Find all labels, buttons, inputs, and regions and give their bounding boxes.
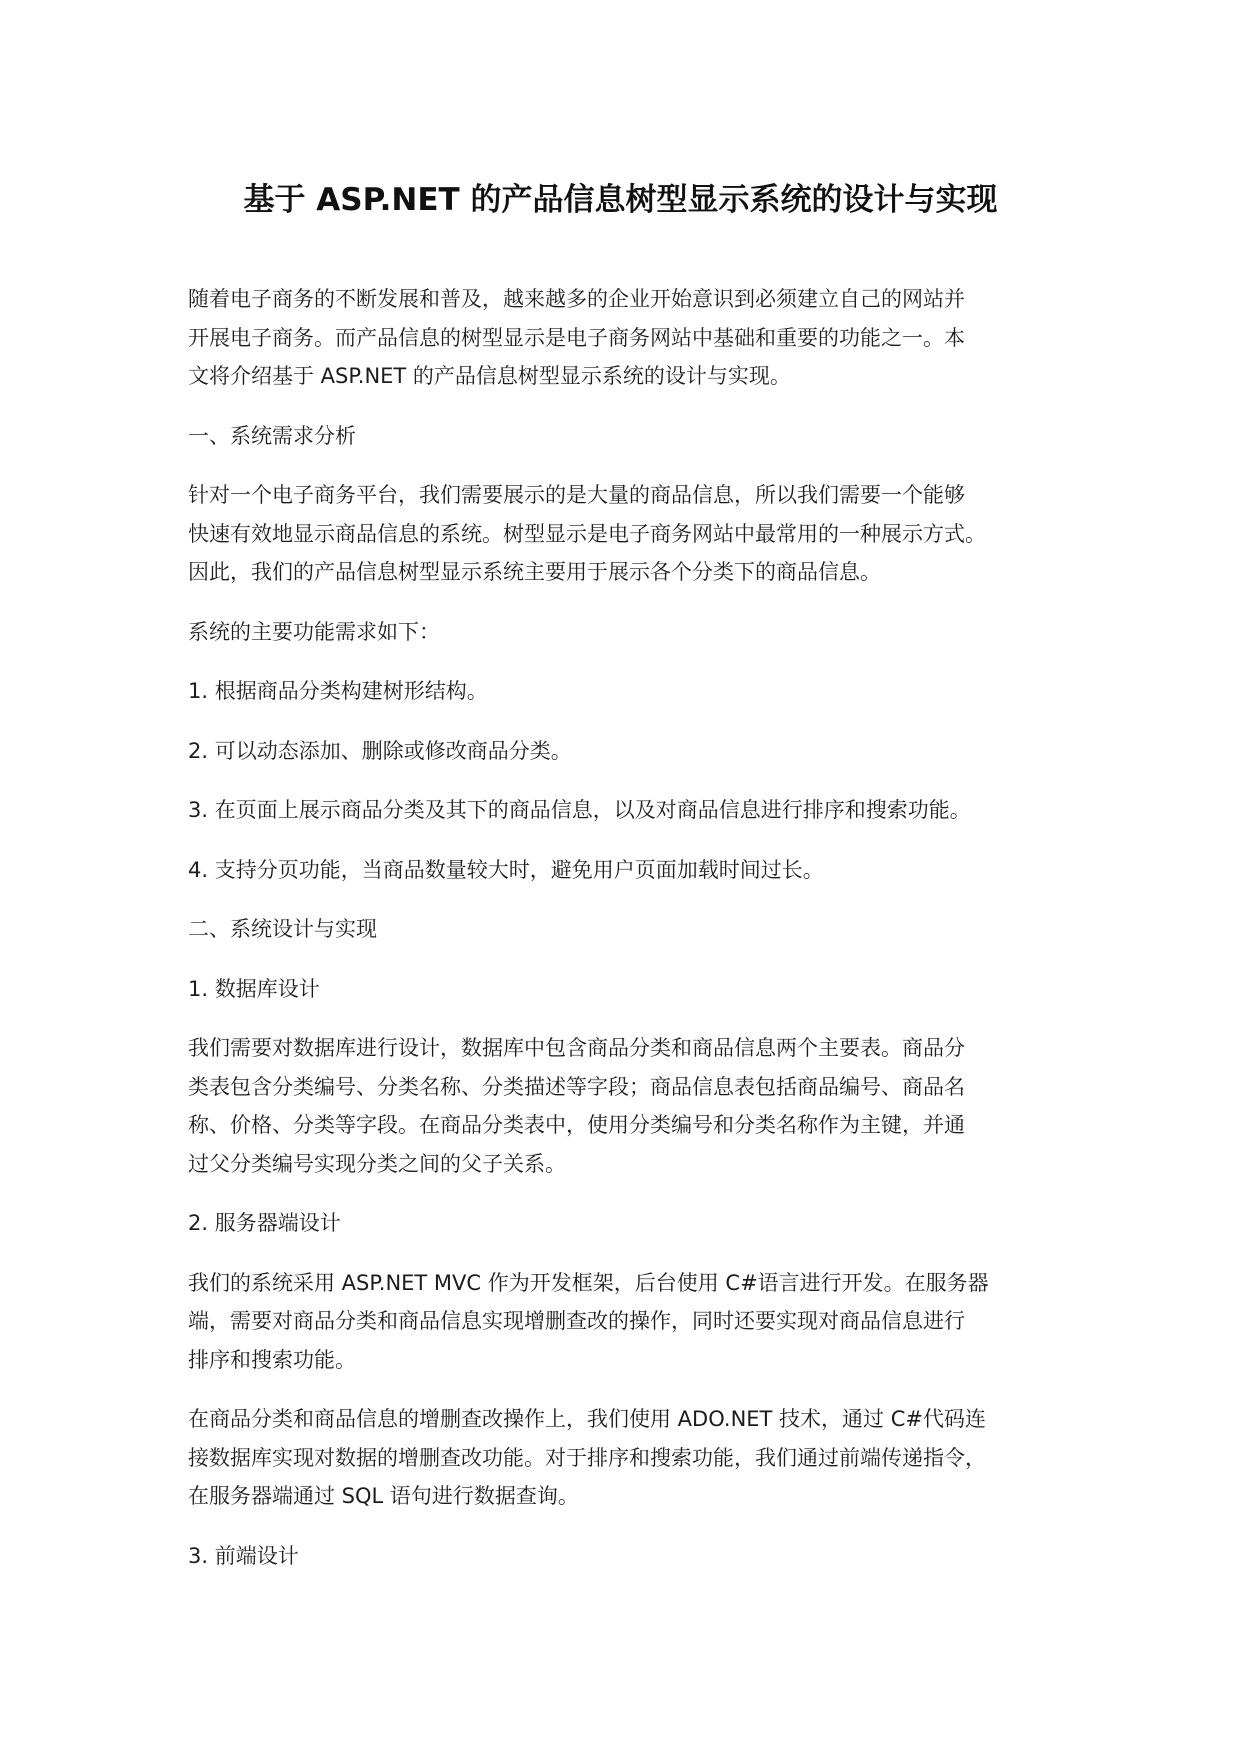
text-line: 在商品分类和商品信息的增删查改操作上，我们使用 ADO.NET 技术，通过 C#代码连 (188, 1407, 986, 1431)
text-line: 系统的主要功能需求如下： (188, 619, 440, 644)
text-line: 针对一个电子商务平台，我们需要展示的是大量的商品信息，所以我们需要一个能够 (188, 483, 965, 507)
text-line: 开展电子商务。而产品信息的树型显示是电子商务网站中基础和重要的功能之一。本 (188, 325, 965, 350)
server-paragraph-2 (188, 1400, 1088, 1516)
text-line: 在服务器端通过 SQL 语句进行数据查询。 (188, 1484, 579, 1508)
text-line: 2. 可以动态添加、删除或修改商品分类。 (188, 738, 572, 763)
text-line: 接数据库实现对数据的增删查改功能。对于排序和搜索功能，我们通过前端传递指令， (188, 1445, 986, 1470)
text-line: 端，需要对商品分类和商品信息实现增删查改的操作，同时还要实现对商品信息进行 (188, 1309, 965, 1333)
requirement-item-2 (188, 732, 1088, 771)
document-body (188, 280, 1088, 1596)
requirement-item-3 (188, 791, 1088, 830)
text-line: 随着电子商务的不断发展和普及，越来越多的企业开始意识到必须建立自己的网站并 (188, 287, 965, 311)
text-line: 过父分类编号实现分类之间的父子关系。 (188, 1151, 566, 1176)
text-line: 我们的系统采用 ASP.NET MVC 作为开发框架，后台使用 C#语言进行开发。在服务器 (188, 1270, 989, 1295)
text-line: 一、系统需求分析 (188, 423, 356, 448)
text-line: 3. 前端设计 (188, 1543, 299, 1568)
subheading-frontend (188, 1537, 1088, 1576)
requirements-intro (188, 613, 1088, 652)
requirements-paragraph (188, 476, 1088, 592)
intro-paragraph (188, 280, 1088, 396)
database-paragraph (188, 1029, 1088, 1183)
text-line: 文将介绍基于 ASP.NET 的产品信息树型显示系统的设计与实现。 (188, 364, 791, 388)
text-line: 我们需要对数据库进行设计，数据库中包含商品分类和商品信息两个主要表。商品分 (188, 1036, 965, 1060)
subheading-server (188, 1204, 1088, 1243)
section-heading-requirements (188, 417, 1088, 456)
requirement-item-1 (188, 672, 1088, 711)
text-line: 快速有效地显示商品信息的系统。树型显示是电子商务网站中最常用的一种展示方式。 (188, 521, 986, 546)
text-line: 称、价格、分类等字段。在商品分类表中，使用分类编号和分类名称作为主键，并通 (188, 1113, 965, 1137)
text-line: 二、系统设计与实现 (188, 917, 377, 941)
text-line: 1. 数据库设计 (188, 976, 320, 1001)
subheading-database (188, 970, 1088, 1009)
text-line: 3. 在页面上展示商品分类及其下的商品信息，以及对商品信息进行排序和搜索功能。 (188, 798, 971, 822)
requirement-item-4 (188, 851, 1088, 890)
server-paragraph-1 (188, 1264, 1088, 1380)
text-line: 排序和搜索功能。 (188, 1347, 356, 1372)
text-line: 因此，我们的产品信息树型显示系统主要用于展示各个分类下的商品信息。 (188, 560, 881, 584)
document-title: 基于 ASP.NET 的产品信息树型显示系统的设计与实现 (243, 182, 998, 218)
text-line: 1. 根据商品分类构建树形结构。 (188, 679, 488, 703)
text-line: 4. 支持分页功能，当商品数量较大时，避免用户页面加载时间过长。 (188, 857, 824, 882)
section-heading-design (188, 910, 1088, 949)
text-line: 类表包含分类编号、分类名称、分类描述等字段；商品信息表包括商品编号、商品名 (188, 1074, 965, 1099)
text-line: 2. 服务器端设计 (188, 1211, 341, 1235)
